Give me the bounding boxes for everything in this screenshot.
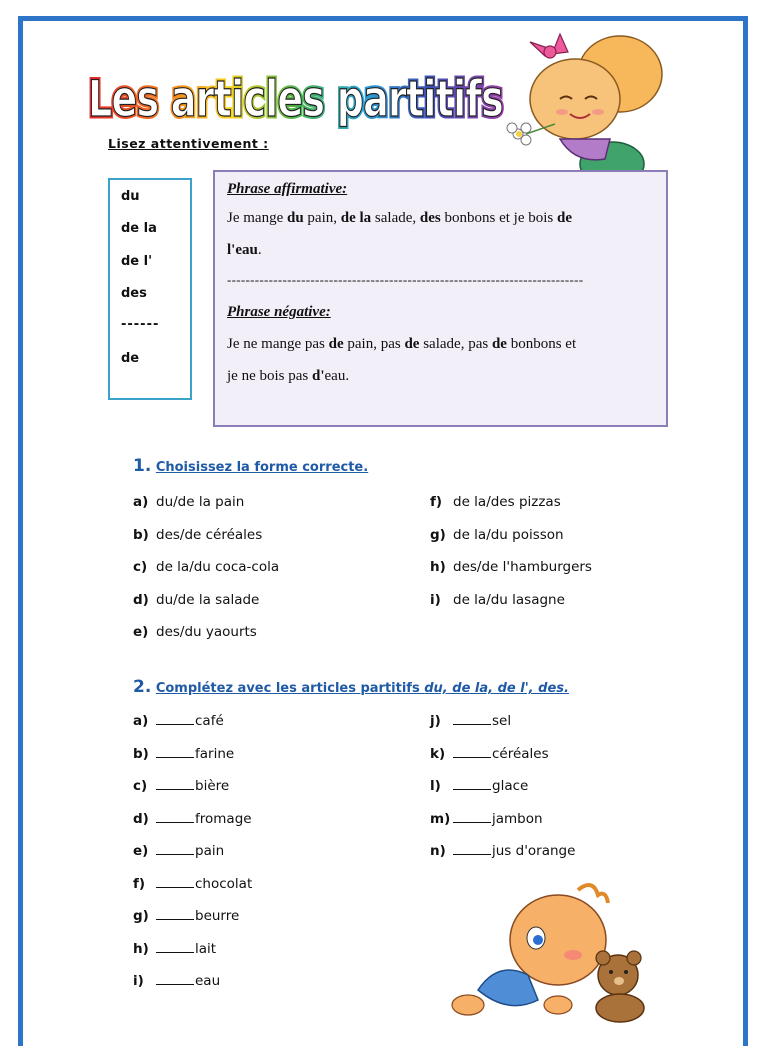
item-text: jus d'orange [492,843,576,859]
article-highlight: de la [340,210,372,226]
articles-list-box [108,178,192,400]
item-label: c) [133,778,148,794]
exercise-2-item[interactable] [133,941,216,957]
item-label: j) [430,713,441,729]
exercise-2-item[interactable] [133,811,252,827]
example-sentences-box [213,170,668,427]
item-label: m) [430,810,451,827]
item-label: f) [133,875,146,892]
exercise-2-item[interactable] [133,778,229,794]
item-text: beurre [195,908,240,924]
item-text: jambon [492,810,543,827]
exercise-2-item[interactable] [133,843,224,859]
sentence-text: bonbons et [506,336,577,352]
article-highlight: de [557,210,572,226]
exercise-1-instruction: Choisissez la forme correcte. [155,460,369,475]
exercise-1-item [430,592,565,608]
exercise-2-item[interactable] [430,746,549,762]
item-label: d) [133,810,149,827]
exercise-2-item[interactable] [133,713,224,729]
sentence-text: pain, [303,210,341,226]
item-label: e) [133,843,149,859]
exercise-2-item[interactable] [133,973,220,989]
answer-blank[interactable] [156,812,194,823]
article-highlight: de [328,336,344,352]
instruction-text: Lisez attentivement : [108,136,269,151]
answer-blank[interactable] [156,877,194,888]
exercise-1-item [133,494,244,510]
item-label: h) [133,940,149,957]
answer-blank[interactable] [156,747,194,758]
exercise-1-title [133,456,368,476]
exercise-2-item[interactable] [430,778,528,794]
article-highlight: de [404,336,420,352]
negative-line-1 [227,336,576,353]
article-item: du [121,189,140,204]
exercise-2-instruction-text: Complétez avec les articles partitifs [155,681,425,696]
exercise-2-item[interactable] [133,876,252,892]
answer-blank[interactable] [156,974,194,985]
item-text: bière [195,778,230,794]
title-outline: Les articles partitifs [88,70,503,128]
item-label: g) [430,526,446,543]
answer-blank[interactable] [453,812,491,823]
exercise-1-item [133,527,262,543]
item-label: h) [430,559,446,575]
exercise-2-item[interactable] [430,713,511,729]
separator-line: ----------------------------------------------------------------------------- [227,272,584,287]
article-highlight: des [419,210,441,226]
item-label: b) [133,745,149,762]
exercise-2-instruction [156,681,569,696]
item-label: c) [133,559,148,575]
sentence-text: je ne bois pas [227,368,312,384]
sentence-text: salade, pas [419,336,492,352]
affirmative-line-2 [227,242,262,259]
affirmative-heading: Phrase affirmative: [227,181,348,197]
page-title [82,48,512,138]
item-label: a) [133,713,149,729]
item-label: l) [430,778,441,794]
item-text: de la/du lasagne [453,591,565,608]
title-text: Les articles partitifs [88,70,503,128]
exercise-1-item [133,624,257,640]
article-highlight: du [286,210,304,226]
answer-blank[interactable] [156,714,194,725]
item-text: glace [492,778,529,794]
answer-blank[interactable] [156,779,194,790]
item-text: eau [195,973,221,989]
item-label: a) [133,494,149,510]
exercise-2-item[interactable] [133,746,234,762]
answer-blank[interactable] [156,844,194,855]
exercise-2-title [133,677,569,697]
item-text: du/de la salade [156,591,260,608]
sentence-text: salade, [371,210,420,226]
item-label: i) [133,973,144,989]
exercise-1-number: 1. [133,456,152,476]
item-label: g) [133,908,149,924]
exercise-1-item [430,494,561,510]
sentence-text: pain, pas [343,336,405,352]
article-highlight: l'eau [227,242,258,258]
item-text: fromage [195,810,252,827]
sentence-text: Je ne mange pas [227,336,329,352]
item-label: n) [430,843,446,859]
item-text: de la/du poisson [453,526,564,543]
answer-blank[interactable] [453,714,491,725]
item-text: pain [195,843,225,859]
item-text: chocolat [195,875,253,892]
item-text: de la/des pizzas [453,494,561,510]
item-text: lait [195,940,217,957]
answer-blank[interactable] [453,844,491,855]
exercise-2-articles: du, de la, de l', des. [424,681,569,696]
item-text: café [195,713,224,729]
item-text: des/de l'hamburgers [453,559,592,575]
answer-blank[interactable] [453,747,491,758]
teddy-bear-icon [596,951,644,1022]
article-separator: ------ [121,317,160,332]
item-text: céréales [492,745,549,762]
item-label: k) [430,745,446,762]
article-item: de l' [121,254,153,269]
sentence-text: Je mange [227,210,287,226]
item-text: de la/du coca-cola [156,559,280,575]
baby-with-teddy-illustration [448,880,663,1024]
article-item: de la [121,221,157,236]
item-text: des/du yaourts [156,624,257,640]
flower-icon [507,123,555,145]
exercise-1-item [430,559,592,575]
exercise-2-number: 2. [133,677,152,697]
negative-heading: Phrase négative: [227,304,331,320]
sentence-text: . [257,242,262,258]
exercise-1-item [133,559,279,575]
sentence-text: eau. [324,368,350,384]
article-highlight: d' [311,368,325,384]
negative-line-2 [227,368,349,385]
exercise-2-item[interactable] [430,811,543,827]
article-item: de [121,351,140,366]
item-text: du/de la pain [156,494,245,510]
sentence-text: bonbons et je bois [440,210,557,226]
exercise-1-item [430,527,564,543]
exercise-2-item[interactable] [133,908,239,924]
answer-blank[interactable] [156,909,194,920]
exercise-2-item[interactable] [430,843,575,859]
item-label: b) [133,526,149,543]
article-highlight: de [491,336,507,352]
article-item: des [121,286,147,301]
answer-blank[interactable] [453,779,491,790]
item-label: e) [133,624,149,640]
affirmative-line-1 [227,210,572,227]
item-label: f) [430,494,443,510]
item-text: farine [195,745,235,762]
item-text: des/de céréales [156,526,263,543]
answer-blank[interactable] [156,942,194,953]
item-label: d) [133,591,149,608]
item-label: i) [430,591,441,608]
item-text: sel [492,713,512,729]
exercise-1-item [133,592,259,608]
